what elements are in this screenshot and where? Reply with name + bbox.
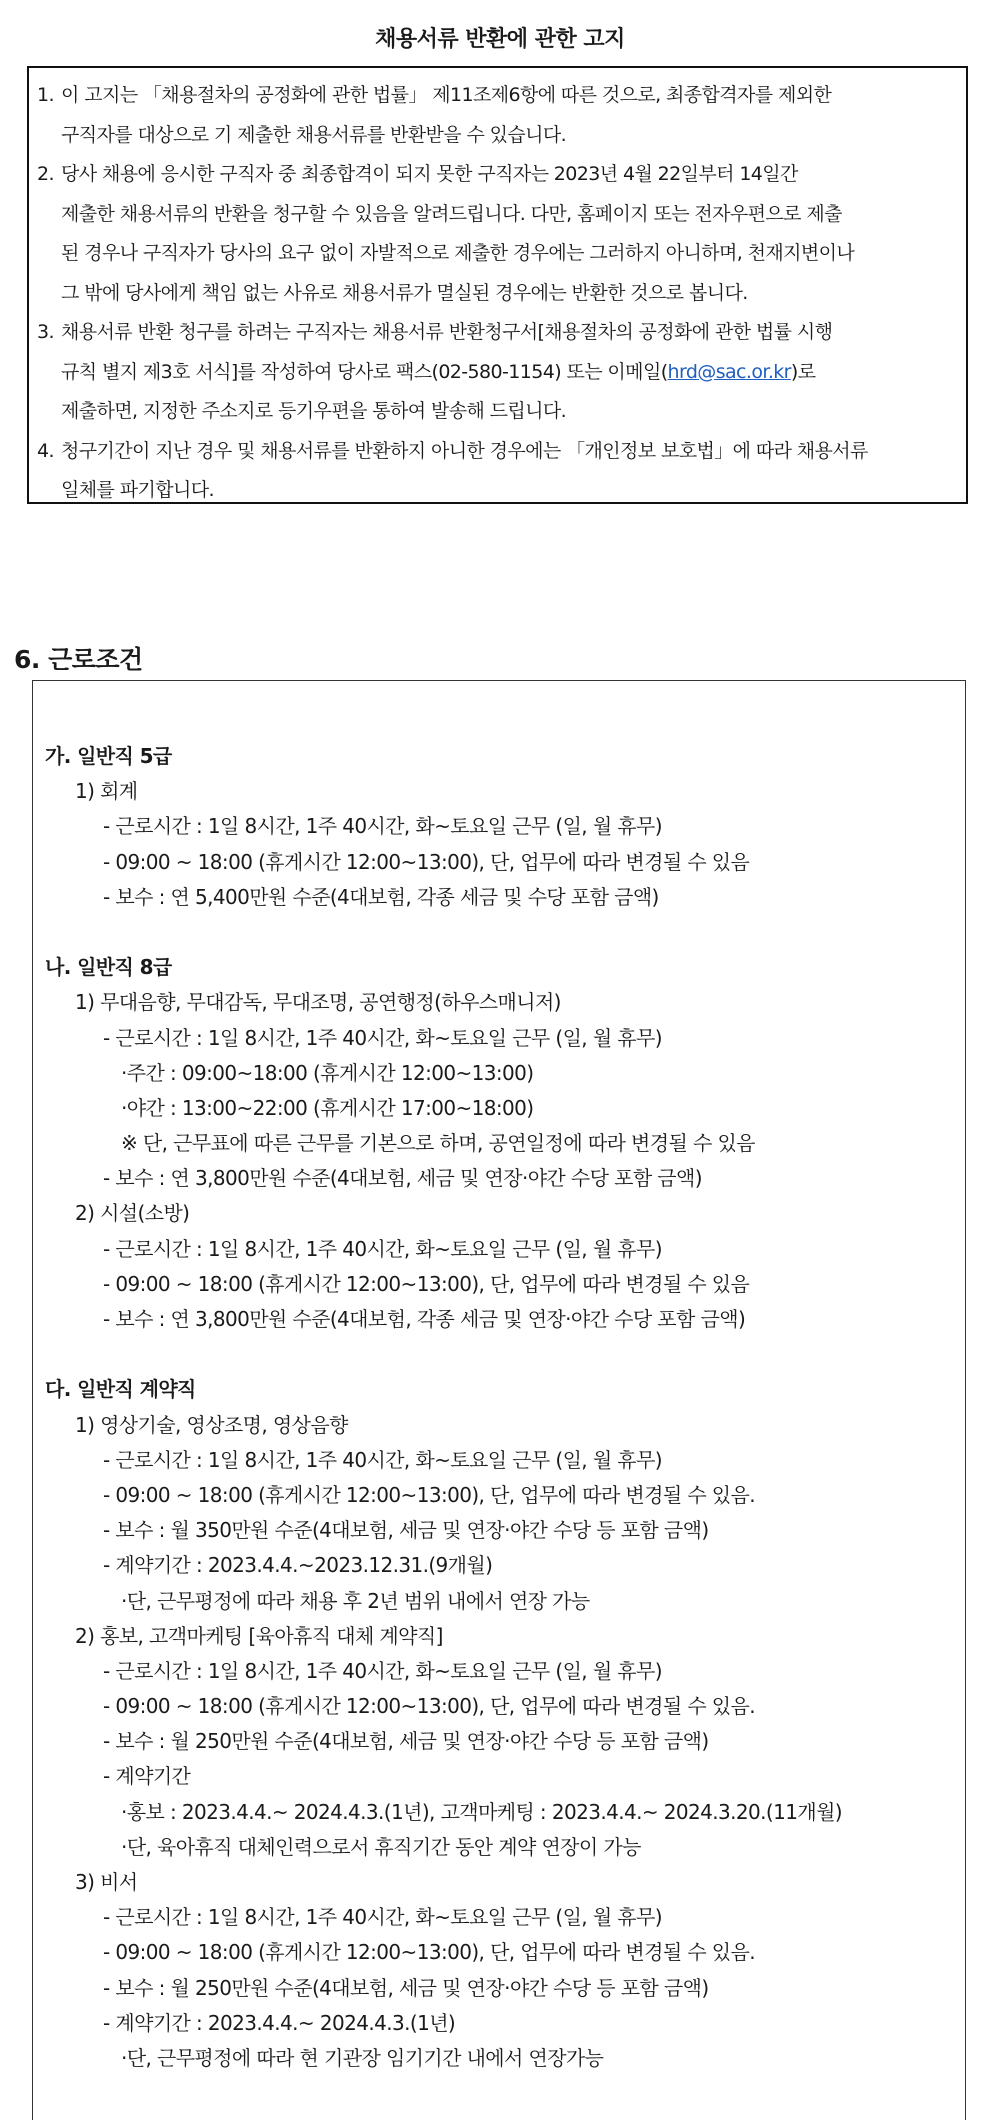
notice-line: 제출한 채용서류의 반환을 청구할 수 있음을 알려드립니다. 다만, 홈페이지 또는 전자우편으로 제출 (61, 202, 842, 225)
position-heading: 2) 시설(소방) (75, 1201, 190, 1226)
notice-line: 채용서류 반환 청구를 하려는 구직자는 채용서류 반환청구서[채용절차의 공정화에 관한 법률 시행 (61, 321, 833, 343)
notice-line: 그 밖에 당사에게 책임 없는 사유로 채용서류가 멸실된 경우에는 반환한 것으로 봅니다. (61, 281, 748, 304)
condition-line: - 계약기간 (103, 1764, 191, 1789)
position-heading: 1) 무대음향, 무대감독, 무대조명, 공연행정(하우스매니저) (75, 990, 561, 1015)
condition-line: ·홍보 : 2023.4.4.~ 2024.4.3.(1년), 고객마케팅 : 2023.4.4.~ 2024.3.20.(11개월) (121, 1799, 842, 1824)
condition-line: - 근로시간 : 1일 8시간, 1주 40시간, 화~토요일 근무 (일, 월 휴무) (103, 1025, 662, 1050)
condition-line: ※ 단, 근무표에 따른 근무를 기본으로 하며, 공연일정에 따라 변경될 수 있음 (121, 1131, 755, 1156)
condition-line: ·단, 근무평정에 따라 채용 후 2년 범위 내에서 연장 가능 (121, 1588, 590, 1613)
condition-line: - 근로시간 : 1일 8시간, 1주 40시간, 화~토요일 근무 (일, 월 휴무) (103, 1236, 662, 1261)
notice-item-1 (37, 76, 954, 155)
notice-line: 구직자를 대상으로 기 제출한 채용서류를 반환받을 수 있습니다. (61, 123, 567, 146)
notice-line: 당사 채용에 응시한 구직자 중 최종합격이 되지 못한 구직자는 2023년 4월 22일부터 14일간 (61, 163, 798, 185)
notice-item-4 (37, 432, 954, 511)
notice-item-number: 3. (37, 321, 54, 343)
condition-line: - 보수 : 연 3,800만원 수준(4대보험, 세금 및 연장·야간 수당 포함 금액) (103, 1166, 702, 1191)
notice-line-text: 규칙 별지 제3호 서식]를 작성하여 당사로 팩스(02-580-1154) 또는 이메일( (61, 360, 668, 383)
position-heading: 1) 회계 (75, 779, 138, 804)
condition-line: - 근로시간 : 1일 8시간, 1주 40시간, 화~토요일 근무 (일, 월 휴무) (103, 1905, 662, 1930)
notice-line: 청구기간이 지난 경우 및 채용서류를 반환하지 아니한 경우에는 「개인정보 보호법」에 따라 채용서류 (61, 439, 868, 462)
notice-line: 제출하면, 지정한 주소지로 등기우편을 통하여 발송해 드립니다. (61, 400, 567, 422)
position-heading: 2) 홍보, 고객마케팅 [육아휴직 대체 계약직] (75, 1623, 443, 1648)
notice-item-number: 1. (37, 84, 54, 106)
notice-item-text (61, 313, 954, 432)
condition-line: - 09:00 ~ 18:00 (휴게시간 12:00~13:00), 단, 업무에 따라 변경될 수 있음. (103, 1940, 756, 1965)
notice-line-text: )로 (790, 360, 816, 383)
condition-line: - 보수 : 월 250만원 수준(4대보험, 세금 및 연장·야간 수당 등 포함 금액) (103, 1729, 709, 1754)
spacer (33, 1337, 965, 1372)
condition-line: ·야간 : 13:00~22:00 (휴게시간 17:00~18:00) (121, 1095, 534, 1120)
condition-line: - 근로시간 : 1일 8시간, 1주 40시간, 화~토요일 근무 (일, 월 휴무) (103, 1447, 662, 1472)
condition-line: - 보수 : 연 3,800만원 수준(4대보험, 각종 세금 및 연장·야간 수당 포함 금액) (103, 1307, 746, 1331)
condition-line: - 계약기간 : 2023.4.4.~ 2024.4.3.(1년) (103, 2010, 456, 2035)
notice-line: 이 고지는 「채용절차의 공정화에 관한 법률」 제11조제6항에 따른 것으로, 최종합격자를 제외한 (61, 84, 832, 106)
condition-line: - 보수 : 월 350만원 수준(4대보험, 세금 및 연장·야간 수당 등 포함 금액) (103, 1518, 709, 1543)
notice-item-text (61, 76, 954, 155)
category-heading: 가. 일반직 5급 (45, 744, 172, 768)
notice-box (27, 66, 968, 504)
spacer (33, 915, 965, 950)
notice-item-2 (37, 155, 954, 313)
notice-item-3 (37, 313, 954, 432)
notice-item-number: 4. (37, 439, 54, 462)
condition-line: - 근로시간 : 1일 8시간, 1주 40시간, 화~토요일 근무 (일, 월 휴무) (103, 814, 662, 839)
notice-line-email (61, 353, 954, 393)
category-heading: 나. 일반직 8급 (45, 955, 172, 980)
condition-line: - 근로시간 : 1일 8시간, 1주 40시간, 화~토요일 근무 (일, 월 휴무) (103, 1658, 662, 1683)
category-heading: 다. 일반직 계약직 (45, 1377, 196, 1402)
condition-line: - 계약기간 : 2023.4.4.~2023.12.31.(9개월) (103, 1553, 493, 1578)
notice-item-number: 2. (37, 163, 54, 185)
condition-line: - 09:00 ~ 18:00 (휴게시간 12:00~13:00), 단, 업무에 따라 변경될 수 있음. (103, 1694, 756, 1719)
condition-line: - 보수 : 연 5,400만원 수준(4대보험, 각종 세금 및 수당 포함 금액) (103, 884, 659, 909)
notice-item-text (61, 432, 954, 511)
condition-line: - 09:00 ~ 18:00 (휴게시간 12:00~13:00), 단, 업무에 따라 변경될 수 있음. (103, 1482, 756, 1507)
email-link[interactable]: hrd@sac.or.kr (667, 360, 791, 383)
condition-line: - 09:00 ~ 18:00 (휴게시간 12:00~13:00), 단, 업무에 따라 변경될 수 있음 (103, 1271, 750, 1296)
condition-line: - 보수 : 월 250만원 수준(4대보험, 세금 및 연장·야간 수당 등 포함 금액) (103, 1975, 709, 2000)
position-heading: 1) 영상기술, 영상조명, 영상음향 (75, 1412, 348, 1437)
condition-line: ·단, 육아휴직 대체인력으로서 휴직기간 동안 계약 연장이 가능 (121, 1834, 641, 1859)
notice-line: 된 경우나 구직자가 당사의 요구 없이 자발적으로 제출한 경우에는 그러하지 아니하며, 천재지변이나 (61, 242, 855, 264)
notice-item-text (61, 155, 954, 313)
notice-title: 채용서류 반환에 관한 고지 (375, 27, 625, 52)
condition-line: ·주간 : 09:00~18:00 (휴게시간 12:00~13:00) (121, 1060, 534, 1085)
position-heading: 3) 비서 (75, 1870, 138, 1894)
section-title: 6. 근로조건 (14, 645, 143, 674)
working-conditions-box (32, 680, 966, 2120)
condition-line: - 09:00 ~ 18:00 (휴게시간 12:00~13:00), 단, 업무에 따라 변경될 수 있음 (103, 849, 750, 874)
notice-line: 일체를 파기합니다. (61, 479, 214, 501)
condition-line: ·단, 근무평정에 따라 현 기관장 임기기간 내에서 연장가능 (121, 2045, 604, 2070)
